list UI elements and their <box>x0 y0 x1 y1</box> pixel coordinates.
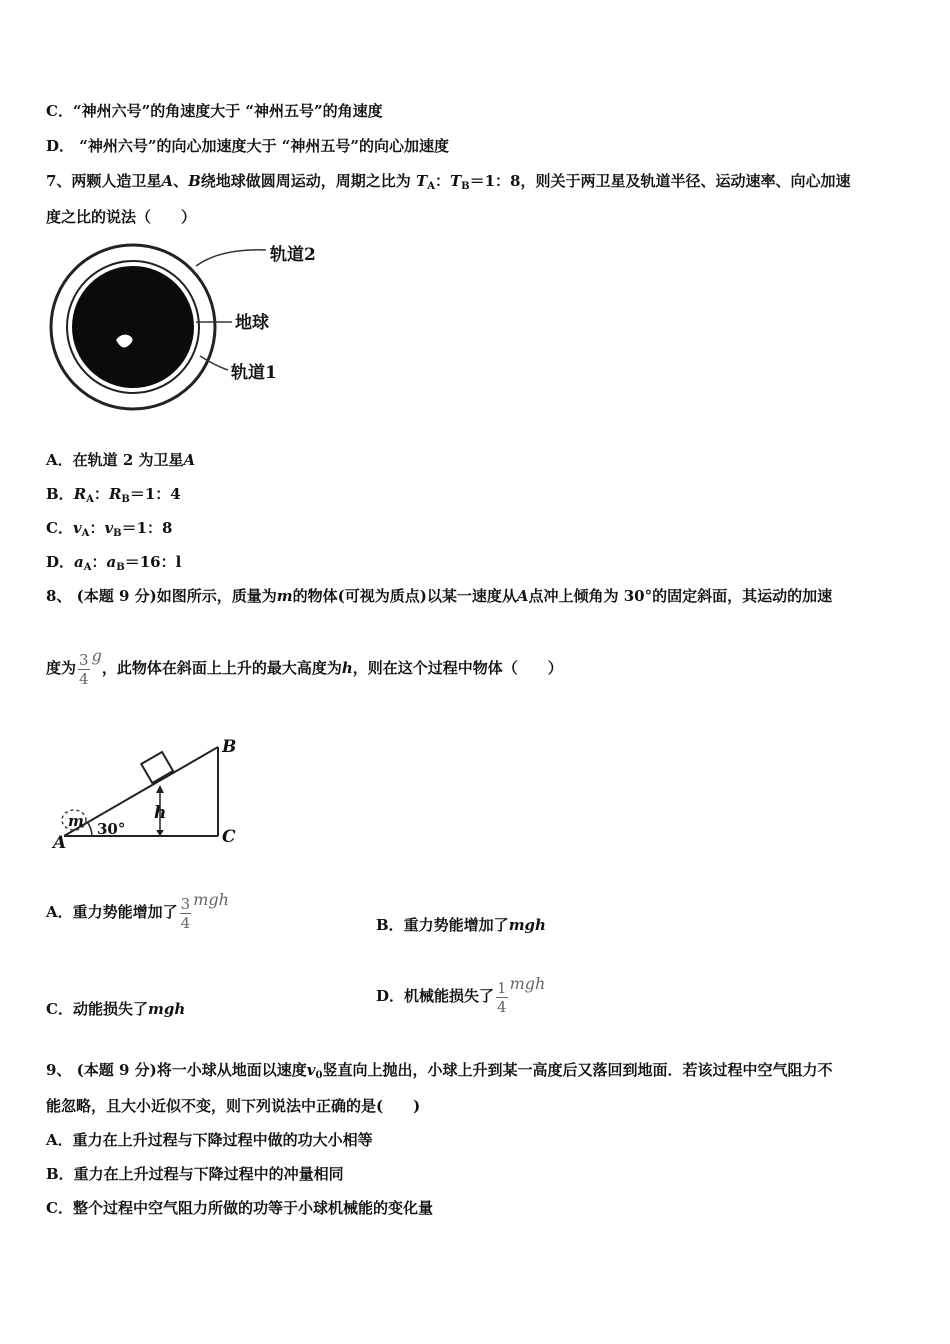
q9-option-b: B．重力在上升过程与下降过程中的冲量相同 <box>46 1165 344 1183</box>
q8-option-d: D．机械能损失了 $\frac{1}{4}$ mgh <box>376 974 546 1016</box>
height-arrow-head-up <box>156 785 164 793</box>
orbit2-leader <box>196 250 266 266</box>
q7-orbit-figure <box>46 238 346 418</box>
q8-option-a: A．重力势能增加了 $\frac{3}{4}$ mgh <box>46 890 229 932</box>
q6-option-d: D． “神州六号”的向心加速度大于 “神州五号”的向心加速度 <box>46 137 449 155</box>
label-A: A <box>53 833 67 853</box>
q7-option-a: A．在轨道 2 为卫星A <box>46 451 196 469</box>
q9-option-a: A．重力在上升过程与下降过程中做的功大小相等 <box>46 1131 373 1149</box>
label-B: B <box>222 737 237 757</box>
q8-option-c: C．动能损失了mgh <box>46 1000 186 1018</box>
option-d-fraction: $\frac{1}{4}$ <box>497 978 507 1016</box>
orbit1-label: 轨道1 <box>231 363 277 383</box>
orbit2-label: 轨道2 <box>270 245 316 265</box>
earth-label: 地球 <box>235 313 269 333</box>
label-m: m <box>68 812 84 830</box>
q7-option-b: B．$R_A$：$R_B=1$：4 <box>46 485 181 505</box>
accel-fraction: $\frac{3}{4}$ <box>79 650 89 688</box>
option-a-fraction: $\frac{3}{4}$ <box>180 894 191 932</box>
q9-option-c: C．整个过程中空气阻力所做的功等于小球机械能的变化量 <box>46 1199 433 1217</box>
incline-slope <box>64 747 218 836</box>
angle-arc <box>88 823 92 836</box>
label-h: h <box>154 803 167 823</box>
label-C: C <box>222 827 236 847</box>
q9-stem-line2: 能忽略，且大小近似不变，则下列说法中正确的是( ) <box>46 1097 421 1115</box>
q8-incline-figure <box>50 730 250 855</box>
q8-stem: 8、 (本题 9 分)如图所示，质量为m的物体(可视为质点)以某一速度从A点冲上倾角为 30°的固定斜面，其运动的加速 <box>46 587 833 605</box>
q9-stem: 9、 (本题 9 分)将一小球从地面以速度$v_0$竖直向上抛出，小球上升到某一高度后又落回到地面．若该过程中空气阻力不 <box>46 1061 833 1081</box>
block-on-slope <box>141 752 173 783</box>
q7-stem-line2: 度之比的说法（ ） <box>46 208 197 226</box>
q8-stem-line2: 度为 $\frac{3}{4}$ g，此物体在斜面上上升的最大高度为h，则在这个过程中物体（ ） <box>46 646 563 688</box>
q7-option-c: C．$v_A$：$v_B=1$：8 <box>46 519 173 539</box>
q8-option-b: B．重力势能增加了mgh <box>376 916 546 934</box>
label-angle: 30° <box>97 820 126 838</box>
q7-option-d: D．$a_A$：$a_B=16$：l <box>46 553 182 573</box>
q6-option-c: C．“神州六号”的角速度大于 “神州五号”的角速度 <box>46 102 383 120</box>
q7-stem: 7、两颗人造卫星A、B绕地球做圆周运动，周期之比为 $T_A$：$T_B=1$：8，则关于两卫星及轨道半径、运动速率、向心加速 <box>46 172 851 192</box>
earth-disc <box>72 266 194 388</box>
